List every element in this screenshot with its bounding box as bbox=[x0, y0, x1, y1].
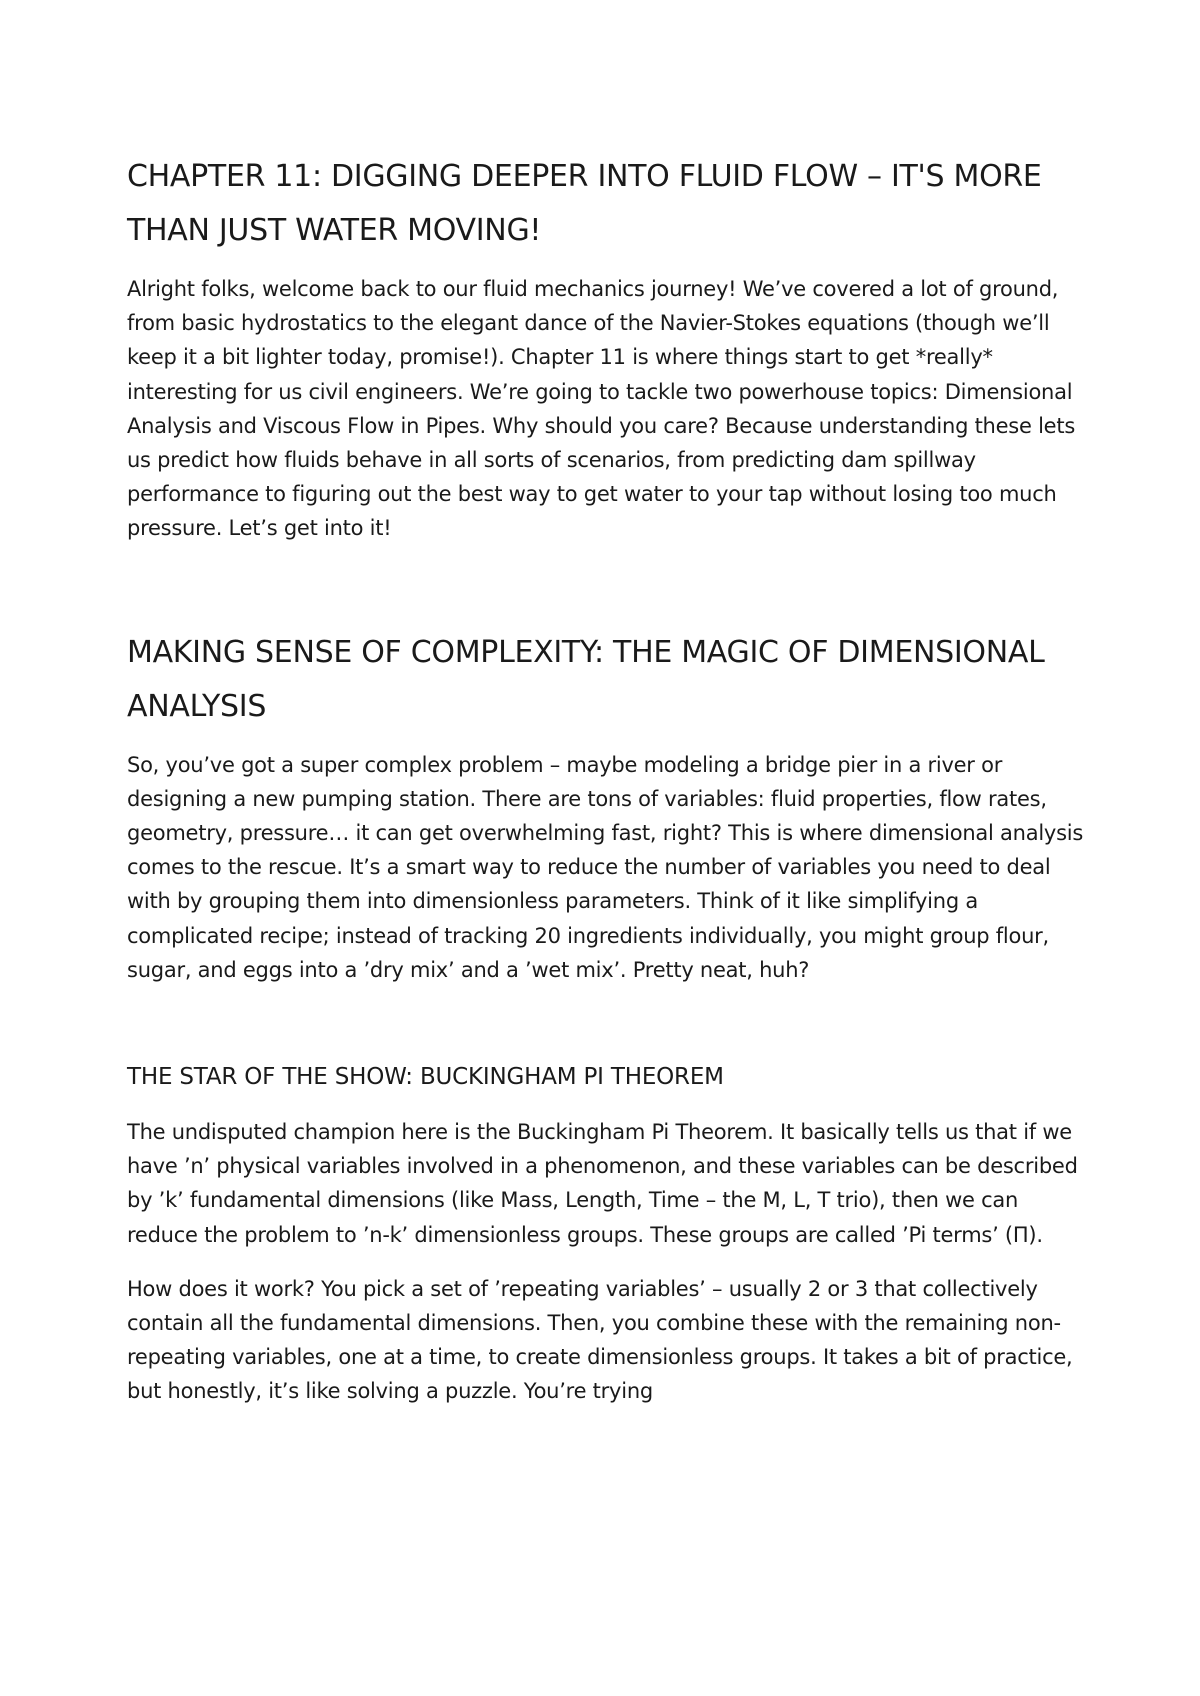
chapter-title: CHAPTER 11: DIGGING DEEPER INTO FLUID FLOW – IT'S MORE THAN JUST WATER MOVING! bbox=[127, 159, 1042, 248]
subsection-paragraph-1: The undisputed champion here is the Buckingham Pi Theorem. It basically tells us that if we have ’n’ physical variables involved in a phenomenon, and these variables can be described by ’k’ fundamental dimensions (like Mass, Length, Time – the M, L, T trio), then we can reduce the problem to ’n-k’ dimensionless groups. These groups are called ’Pi terms’ (Π). bbox=[127, 1120, 1078, 1247]
chapter-intro-paragraph: Alright folks, welcome back to our fluid mechanics journey! We’ve covered a lot of ground, from basic hydrostatics to the elegant dance of the Navier-Stokes equations (though we’ll keep it a bit lighter today, promise!). Chapter 11 is where things start to get *really* interesting for us civil engineers. We’re going to tackle two powerhouse topics: Dimensional Analysis and Viscous Flow in Pipes. Why should you care? Because understanding these lets us predict how fluids behave in all sorts of scenarios, from predicting dam spillway performance to figuring out the best way to get water to your tap without losing too much pressure. Let’s get into it! bbox=[127, 277, 1076, 541]
document-page bbox=[127, 150, 1087, 1409]
section-paragraph: So, you’ve got a super complex problem – maybe modeling a bridge pier in a river or designing a new pumping station. There are tons of variables: fluid properties, flow rates, geometry, pressure… it can get overwhelming fast, right? This is where dimensional analysis comes to the rescue. It’s a smart way to reduce the number of variables you need to deal with by grouping them into dimensionless parameters. Think of it like simplifying a complicated recipe; instead of tracking 20 ingredients individually, you might group flour, sugar, and eggs into a ’dry mix’ and a ’wet mix’. Pretty neat, huh? bbox=[127, 752, 1084, 982]
subsection-paragraph-2: How does it work? You pick a set of ’repeating variables’ – usually 2 or 3 that collectively contain all the fundamental dimensions. Then, you combine these with the remaining non-repeating variables, one at a time, to create dimensionless groups. It takes a bit of practice, but honestly, it’s like solving a puzzle. You’re trying bbox=[127, 1276, 1073, 1404]
section-title: MAKING SENSE OF COMPLEXITY: THE MAGIC OF DIMENSIONAL ANALYSIS bbox=[127, 634, 1045, 724]
subsection-title: THE STAR OF THE SHOW: BUCKINGHAM PI THEOREM bbox=[127, 1064, 724, 1091]
